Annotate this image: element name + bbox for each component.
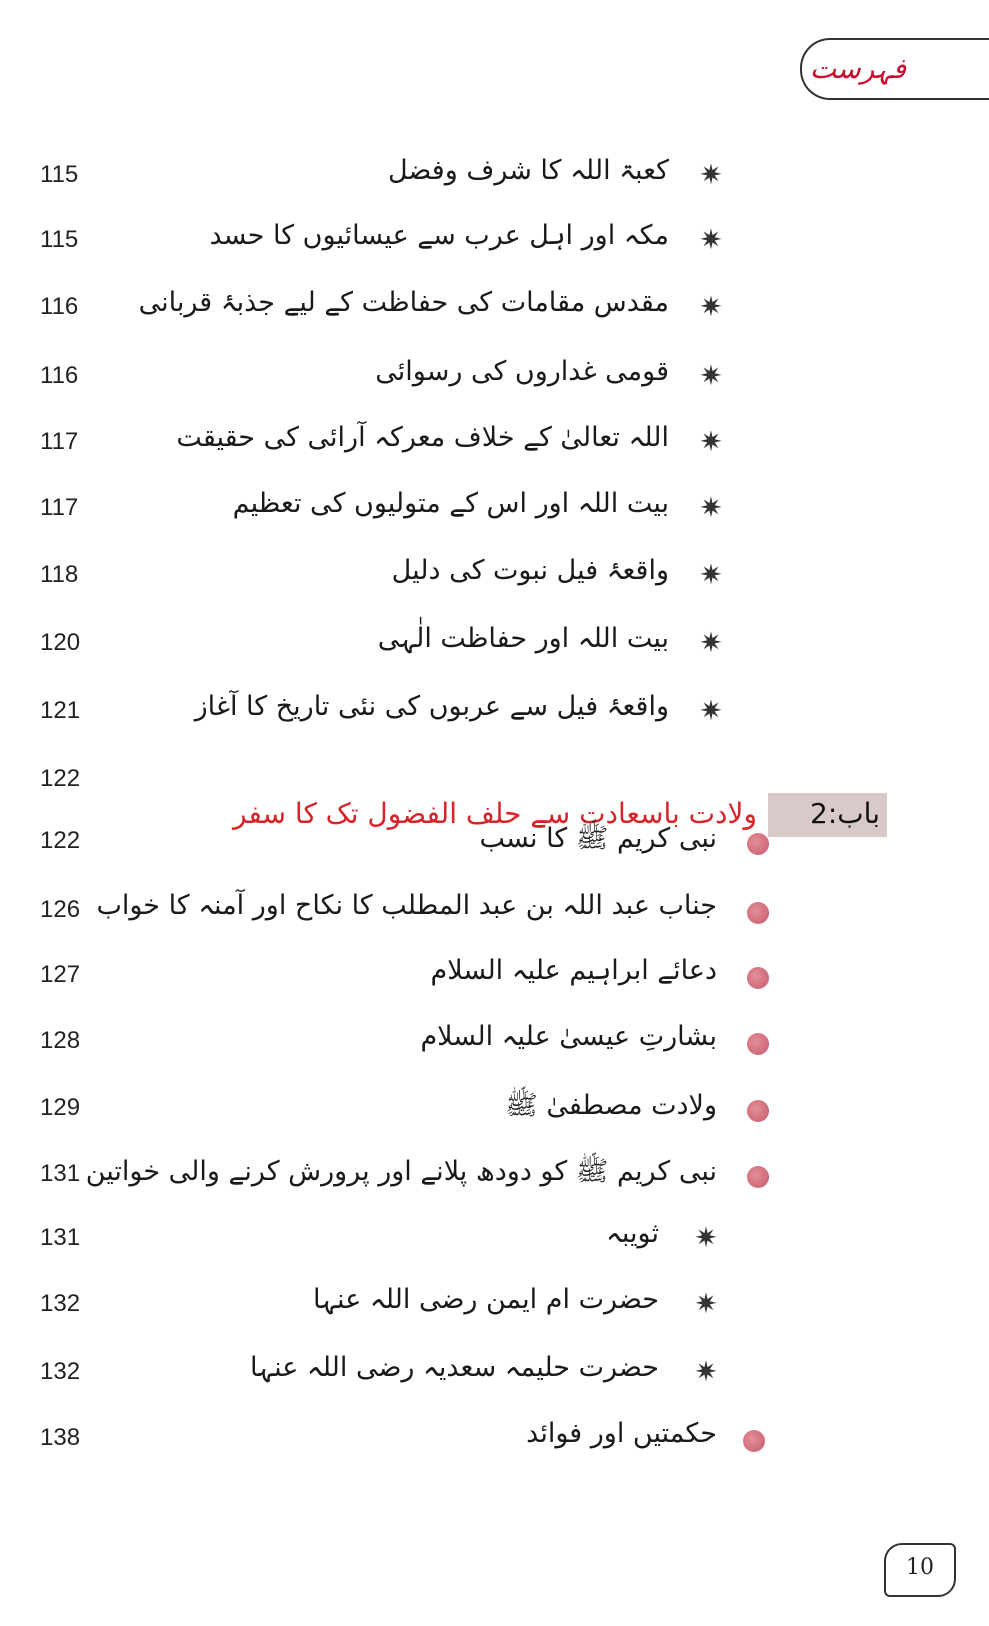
toc-page-number: 115 — [40, 226, 79, 253]
star-bullet-icon: ✷ — [694, 1287, 718, 1320]
chapter-title: ولادت باسعادت سے حلف الفضول تک کا سفر — [232, 797, 757, 830]
dot-bullet-icon — [747, 1100, 769, 1122]
star-bullet-icon: ✷ — [699, 558, 723, 591]
toc-entry-title: حضرت حلیمہ سعدیہ رضی اللہ عنہا — [250, 1352, 659, 1383]
toc-entry-title: بیت اللہ اور حفاظت الٰہی — [377, 623, 669, 654]
toc-entry[interactable] — [0, 1416, 989, 1466]
toc-entry-title: مکہ اور اہل عرب سے عیسائیوں کا حسد — [209, 220, 669, 251]
toc-page-number: 122 — [40, 827, 81, 854]
toc-entry[interactable] — [0, 819, 989, 869]
toc-page-number: 126 — [40, 896, 81, 923]
toc-page-number: 129 — [40, 1094, 81, 1121]
toc-entry[interactable] — [0, 354, 989, 404]
toc-entry-title: دعائے ابراہیم علیہ السلام — [430, 955, 717, 986]
toc-page-number: 116 — [40, 362, 79, 389]
toc-entry[interactable] — [0, 888, 989, 938]
dot-bullet-icon — [747, 1166, 769, 1188]
star-bullet-icon: ✷ — [699, 223, 723, 256]
toc-page-number: 132 — [40, 1358, 81, 1385]
dot-bullet-icon — [743, 1430, 765, 1452]
toc-entry[interactable] — [0, 486, 989, 536]
toc-page-number: 132 — [40, 1290, 81, 1317]
toc-entry[interactable] — [0, 218, 989, 268]
star-bullet-icon: ✷ — [694, 1355, 718, 1388]
toc-entry[interactable] — [0, 689, 989, 739]
star-bullet-icon: ✷ — [699, 425, 723, 458]
toc-subentry[interactable] — [0, 1350, 989, 1400]
toc-entry[interactable] — [0, 621, 989, 671]
toc-entry-title: ولادت مصطفیٰ ﷺ — [505, 1090, 717, 1121]
toc-entry[interactable] — [0, 1086, 989, 1136]
star-bullet-icon: ✷ — [699, 491, 723, 524]
toc-page-number: 117 — [40, 494, 79, 521]
toc-page-number: 115 — [40, 161, 79, 188]
star-bullet-icon: ✷ — [699, 694, 723, 727]
page-number: 10 — [906, 1555, 934, 1580]
toc-page-number: 116 — [40, 293, 79, 320]
toc-page-number: 121 — [40, 697, 81, 724]
dot-bullet-icon — [747, 833, 769, 855]
toc-page-number: 131 — [40, 1224, 81, 1251]
toc-page-number: 117 — [40, 428, 79, 455]
toc-entry-title: واقعۂ فیل سے عربوں کی نئی تاریخ کا آغاز — [194, 691, 669, 722]
star-bullet-icon: ✷ — [699, 359, 723, 392]
toc-entry-title: بیت اللہ اور اس کے متولیوں کی تعظیم — [232, 488, 669, 519]
toc-page-number: 131 — [40, 1160, 81, 1187]
page-title: فہرست — [809, 52, 906, 85]
toc-entry-title: نبی کریم ﷺ کا نسب — [479, 823, 717, 854]
toc-entry-title: قومی غداروں کی رسوائی — [375, 356, 669, 387]
toc-entry-title: بشارتِ عیسیٰ علیہ السلام — [420, 1021, 717, 1052]
toc-entry[interactable] — [0, 285, 989, 335]
toc-entry-title: مقدس مقامات کی حفاظت کے لیے جذبۂ قربانی — [138, 287, 669, 318]
toc-entry-title: نبی کریم ﷺ کو دودھ پلانے اور پرورش کرنے والی خواتین — [85, 1156, 717, 1187]
toc-subentry[interactable] — [0, 1216, 989, 1266]
toc-page-number: 120 — [40, 629, 81, 656]
toc-entry-title: جناب عبد اللہ بن عبد المطلب کا نکاح اور آمنہ کا خواب — [96, 890, 717, 921]
toc-entry-title: حضرت ام ایمن رضی اللہ عنہا — [313, 1284, 659, 1315]
star-bullet-icon: ✷ — [699, 626, 723, 659]
star-bullet-icon: ✷ — [699, 290, 723, 323]
toc-entry[interactable] — [0, 553, 989, 603]
dot-bullet-icon — [747, 1033, 769, 1055]
chapter-label: باب:2 — [810, 797, 880, 830]
toc-page-number: 128 — [40, 1027, 81, 1054]
toc-entry[interactable] — [0, 420, 989, 470]
toc-entry-title: ثویبہ — [606, 1218, 659, 1249]
toc-entry-title: واقعۂ فیل نبوت کی دلیل — [391, 555, 669, 586]
dot-bullet-icon — [747, 967, 769, 989]
toc-entry-title: حکمتیں اور فوائد — [526, 1418, 717, 1449]
toc-subentry[interactable] — [0, 1282, 989, 1332]
toc-entry[interactable] — [0, 1152, 989, 1202]
star-bullet-icon: ✷ — [694, 1221, 718, 1254]
toc-page-number: 118 — [40, 561, 79, 588]
toc-page-number: 127 — [40, 961, 81, 988]
star-bullet-icon: ✷ — [699, 158, 723, 191]
toc-entry-title: اللہ تعالیٰ کے خلاف معرکہ آرائی کی حقیقت — [176, 422, 669, 453]
dot-bullet-icon — [747, 902, 769, 924]
toc-page-number: 122 — [40, 765, 81, 792]
toc-entry-title: کعبۃ اللہ کا شرف وفضل — [387, 155, 669, 186]
toc-entry[interactable] — [0, 153, 989, 203]
toc-page-number: 138 — [40, 1424, 81, 1451]
toc-entry[interactable] — [0, 1019, 989, 1069]
toc-entry[interactable] — [0, 953, 989, 1003]
